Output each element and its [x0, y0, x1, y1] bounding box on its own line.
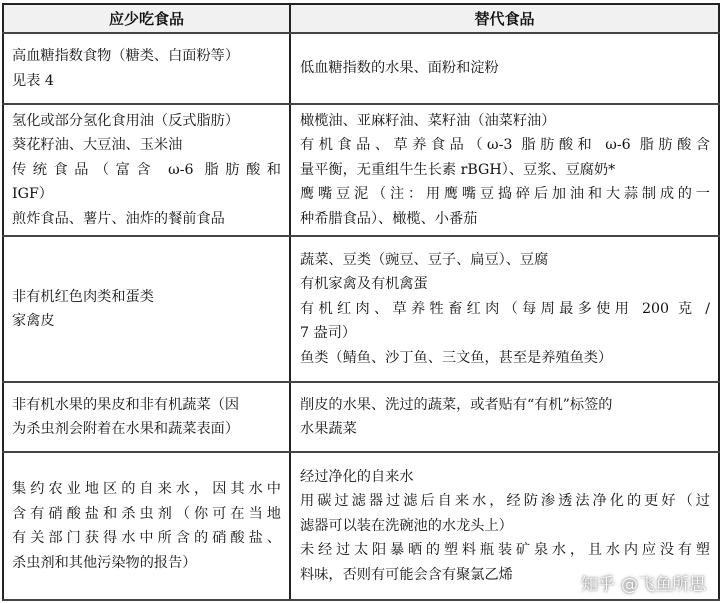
cell-line: 杀虫剂和其他污染物的报告） — [12, 554, 197, 571]
cell-line: 家禽皮 — [12, 313, 55, 329]
watermark-site: 知乎 — [581, 575, 615, 595]
cell-line: 未经过太阳暴晒的塑料瓶装矿泉水，且水内应没有塑 — [300, 542, 710, 559]
cell-line: 集约农业地区的自来水，因其水中 — [12, 481, 281, 497]
avoid-cell — [3, 236, 290, 382]
cell-line: 7 盎司） — [300, 325, 357, 342]
cell-line: 有关部门获得水中所含的硝酸盐、 — [12, 530, 281, 546]
cell-line: 鹰嘴豆泥（注：用鹰嘴豆捣碎后加油和大蒜制成的一 — [300, 186, 710, 203]
cell-line: 有机食品、草养食品（ω-3 脂肪酸和 ω-6 脂肪酸含 — [300, 137, 710, 154]
substitute-cell — [290, 382, 719, 452]
cell-line: 种希腊食品）、橄榄、小番茄 — [300, 210, 478, 227]
header-substitute-foods: 替代食品 — [290, 4, 719, 33]
cell-line: 蔬菜、豆类（豌豆、豆子、扁豆）、豆腐 — [300, 251, 549, 268]
substitute-cell — [290, 236, 719, 382]
cell-line: 橄榄油、亚麻籽油、菜籽油（油菜籽油） — [300, 112, 556, 129]
avoid-cell — [3, 382, 290, 452]
cell-line: 为杀虫剂会附着在水果和蔬菜表面） — [12, 421, 240, 437]
cell-line: 葵花籽油、大豆油、玉米油 — [12, 137, 183, 154]
cell-line: 削皮的水果、洗过的蔬菜，或者贴有“有机”标签的 — [300, 396, 613, 413]
cell-line: IGF） — [12, 186, 53, 203]
avoid-cell — [3, 33, 290, 104]
cell-line: 高血糖指数食物（糖类、白面粉等） — [12, 48, 240, 64]
header-avoid-foods: 应少吃食品 — [3, 4, 290, 33]
watermark-author: @飞鱼所思 — [621, 575, 706, 595]
cell-line: 含有硝酸盐和杀虫剂（你可在当地 — [12, 505, 281, 522]
cell-line: 低血糖指数的水果、面粉和淀粉 — [300, 60, 499, 77]
table-row — [3, 382, 719, 452]
substitute-cell — [290, 33, 719, 104]
cell-line: 非有机水果的果皮和非有机蔬菜（因 — [12, 396, 240, 413]
cell-line: 氢化或部分氢化食用油（反式脂肪） — [12, 112, 240, 129]
cell-line: 鱼类（鲭鱼、沙丁鱼、三文鱼，甚至是养殖鱼类） — [300, 349, 613, 366]
cell-line: 量平衡，无重组牛生长素 rBGH）、豆浆、豆腐奶* — [300, 161, 616, 178]
cell-line: 水果蔬菜 — [300, 421, 357, 437]
cell-line: 滤器可以装在洗碗池的水龙头上） — [300, 517, 513, 534]
cell-line: 料味，否则有可能会含有聚氯乙烯 — [300, 566, 513, 583]
cell-line: 经过净化的自来水 — [300, 468, 414, 485]
cell-line: 煎炸食品、薯片、油炸的餐前食品 — [12, 210, 225, 227]
cell-line: 有机家禽及有机禽蛋 — [300, 276, 428, 293]
cell-line: 非有机红色肉类和蛋类 — [12, 288, 154, 305]
substitute-cell — [290, 104, 719, 236]
avoid-cell — [3, 104, 290, 236]
food-substitution-table — [2, 3, 720, 601]
table-row — [3, 104, 719, 236]
table-row — [3, 236, 719, 382]
avoid-cell — [3, 452, 290, 600]
cell-line: 用碳过滤器过滤后自来水，经防渗透法净化的更好（过 — [300, 493, 710, 510]
watermark — [581, 570, 706, 595]
table-header-row — [3, 4, 719, 33]
table-row — [3, 33, 719, 104]
cell-line: 见表 4 — [12, 72, 54, 89]
cell-line: 有机红肉、草养牲畜红肉（每周最多使用 200 克 / — [300, 300, 710, 317]
cell-line: 传统食品（富含 ω-6 脂肪酸和 — [12, 161, 281, 178]
